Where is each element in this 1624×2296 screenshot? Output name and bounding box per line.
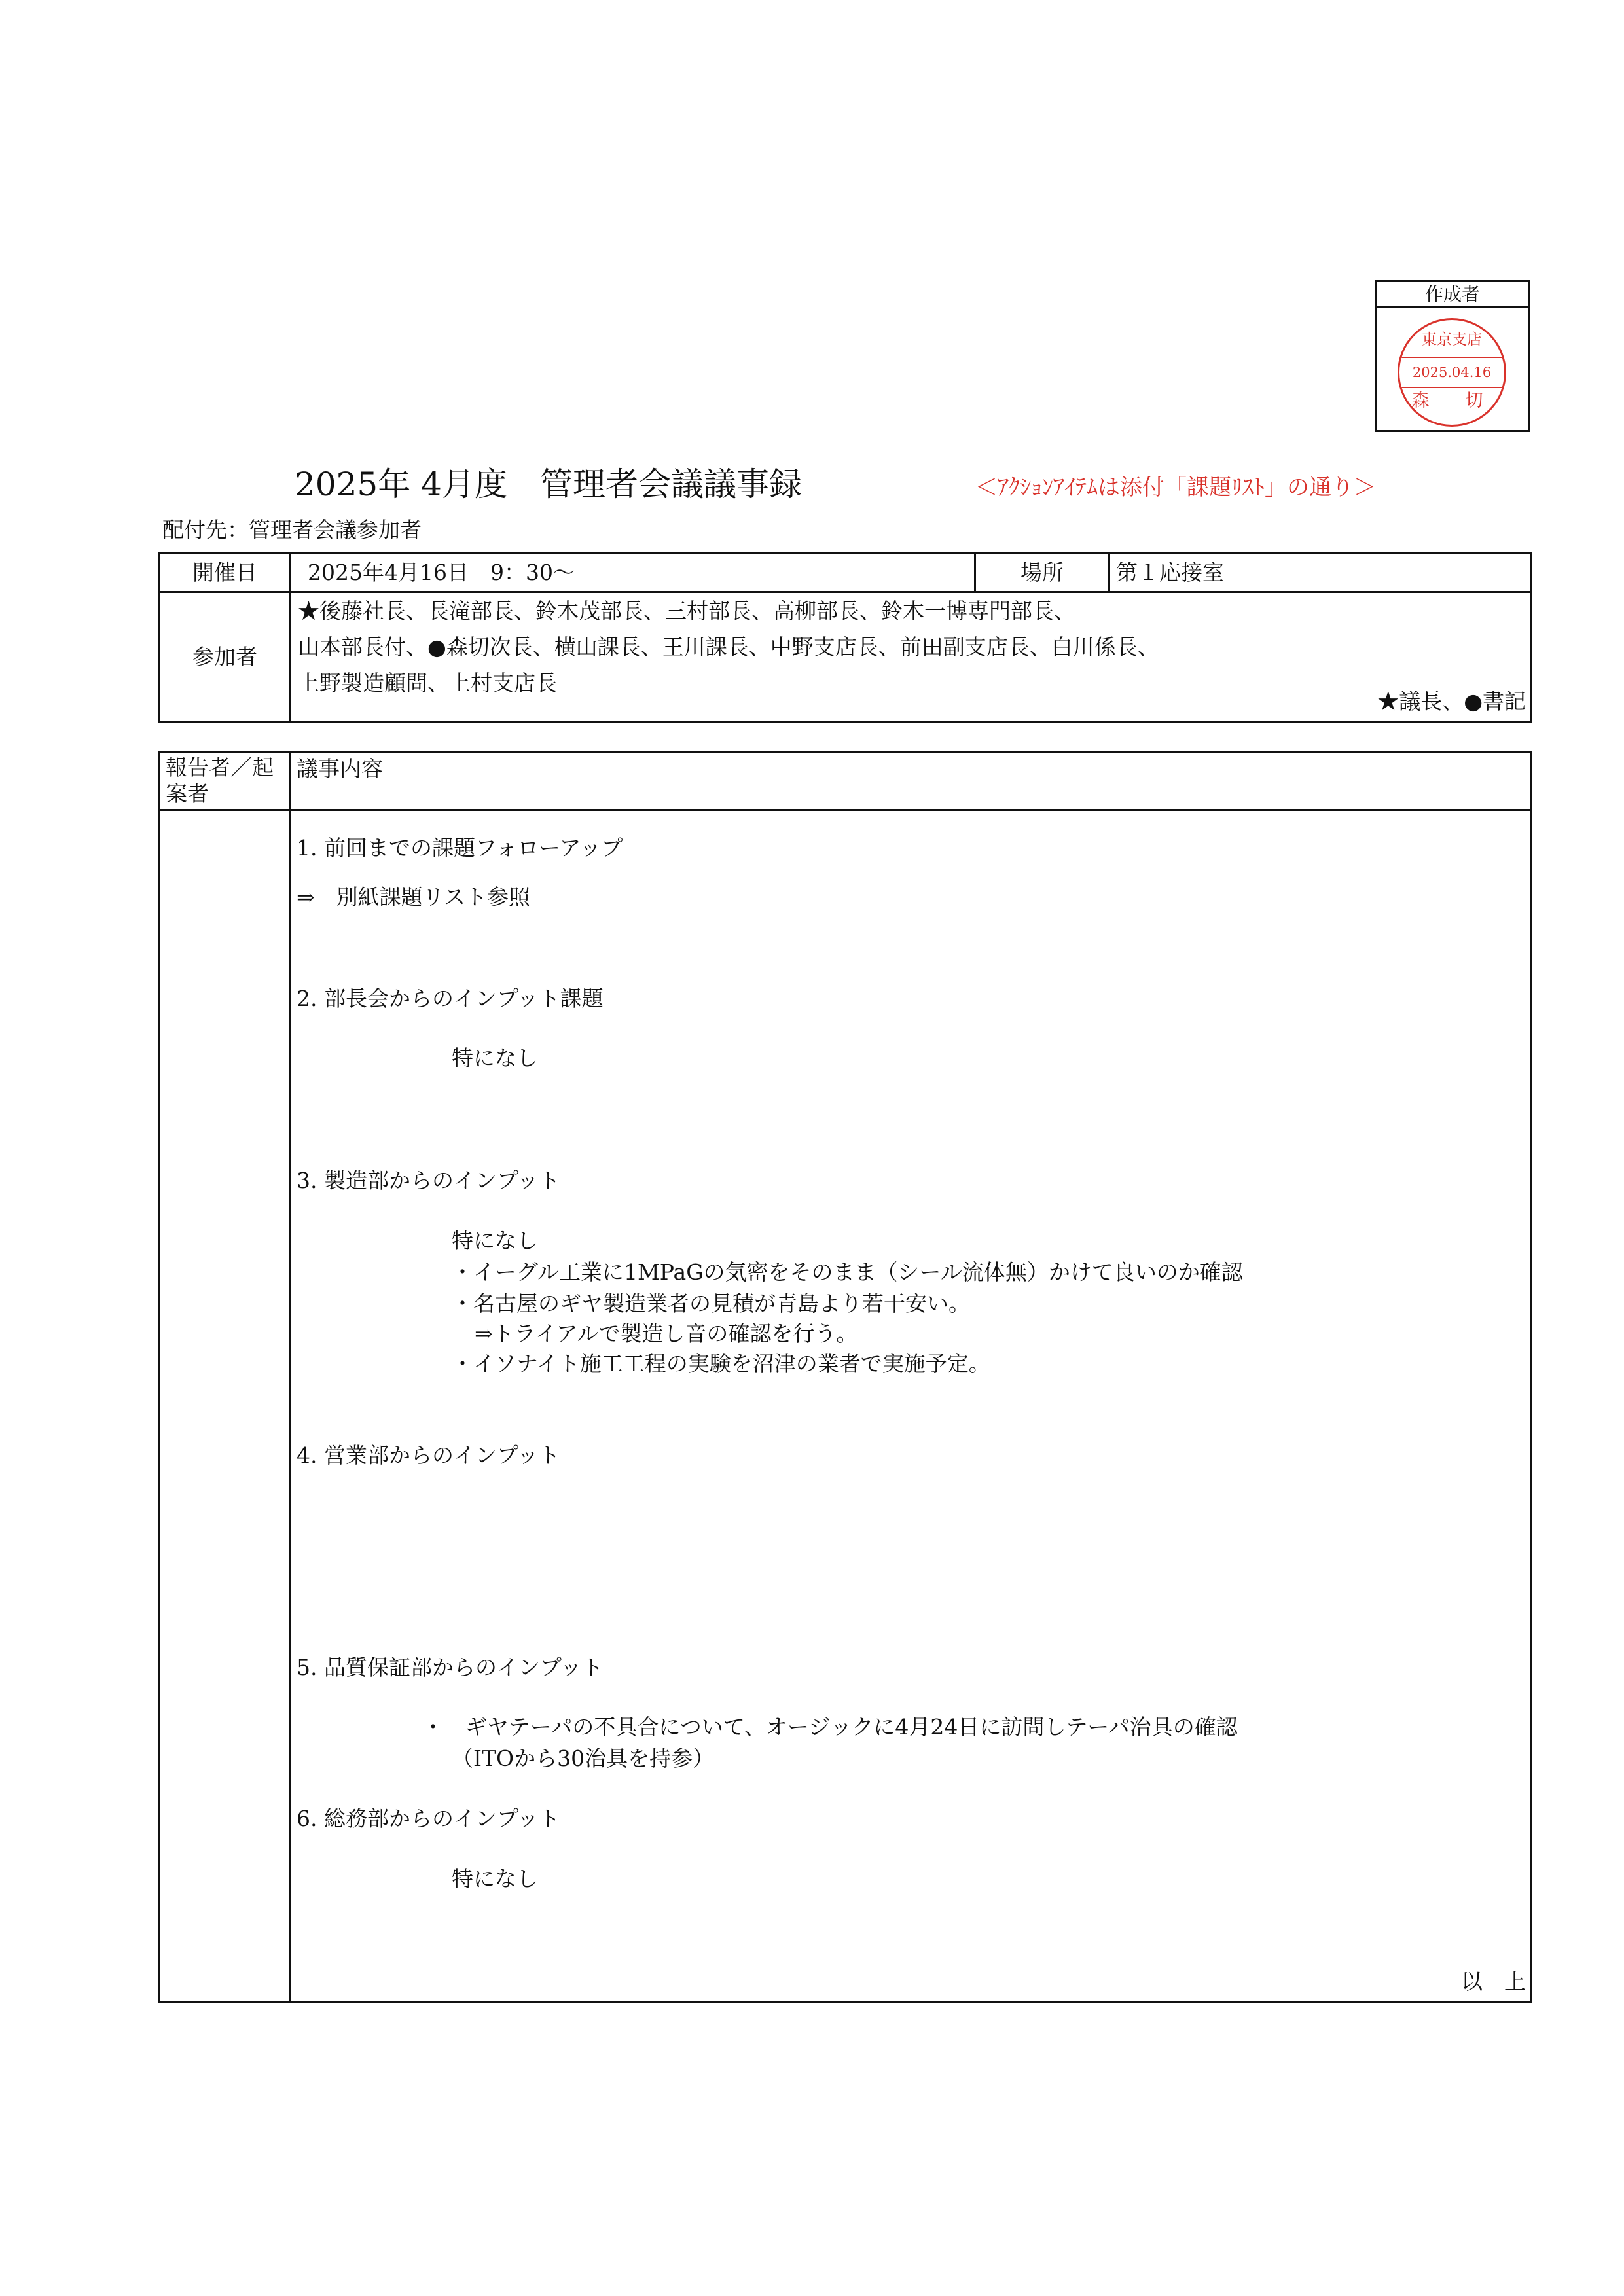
attendees-label: 参加者 bbox=[192, 644, 257, 670]
divider bbox=[1108, 554, 1110, 591]
section-heading: 1. 前回までの課題フォローアップ bbox=[297, 835, 623, 861]
section-item: ・ ギヤテーパの不具合について、オージックに4月24日に訪問しテーパ治具の確認 bbox=[422, 1714, 1238, 1740]
section-item: ⇒ 別紙課題リスト参照 bbox=[297, 884, 530, 910]
divider bbox=[289, 554, 291, 721]
meeting-info-table bbox=[158, 552, 1532, 723]
place-value: 第１応接室 bbox=[1116, 560, 1224, 585]
section-item: ・イソナイト施工工程の実験を沼津の業者で実施予定。 bbox=[452, 1351, 990, 1376]
approval-seal bbox=[1398, 318, 1506, 427]
distribution-line: 配付先：管理者会議参加者 bbox=[162, 517, 422, 543]
section-item: ・名古屋のギヤ製造業者の見積が青島より若干安い。 bbox=[452, 1291, 970, 1316]
author-label: 作成者 bbox=[1377, 282, 1528, 308]
seal-name: 森 切 bbox=[1411, 391, 1492, 411]
section-item: 特になし bbox=[452, 1866, 538, 1892]
divider bbox=[160, 809, 1530, 811]
date-label: 開催日 bbox=[192, 560, 257, 585]
section-item: 特になし bbox=[452, 1045, 538, 1071]
section-heading: 6. 総務部からのインプット bbox=[297, 1806, 560, 1831]
divider bbox=[289, 753, 291, 2001]
section-heading: 5. 品質保証部からのインプット bbox=[297, 1655, 604, 1680]
date-value: 2025年4月16日 9：30～ bbox=[308, 560, 575, 585]
role-legend: ★議長、●書記 bbox=[1377, 689, 1526, 714]
seal-date: 2025.04.16 bbox=[1399, 357, 1504, 388]
section-item: ・イーグル工業に1MPaGの気密をそのまま（シール流体無）かけて良いのか確認 bbox=[452, 1259, 1243, 1285]
minutes-table bbox=[158, 751, 1532, 2003]
author-stamp-box bbox=[1375, 280, 1530, 432]
attendees-line: ★後藤社長、長滝部長、鈴木茂部長、三村部長、高柳部長、鈴木一博専門部長、 bbox=[298, 598, 1075, 624]
reporter-header: 報告者／起案者 bbox=[166, 755, 274, 806]
section-heading: 4. 営業部からのインプット bbox=[297, 1443, 560, 1468]
document-title: 2025年 4月度 管理者会議議事録 bbox=[295, 465, 802, 503]
attendees-line: 山本部長付、●森切次長、横山課長、王川課長、中野支店長、前田副支店長、白川係長、 bbox=[298, 634, 1159, 660]
seal-branch: 東京支店 bbox=[1422, 331, 1482, 348]
action-item-note: ＜ｱｸｼｮﾝｱｲﾃﾑは添付「課題ﾘｽﾄ」の通り＞ bbox=[975, 475, 1376, 501]
attendees-line: 上野製造顧問、上村支店長 bbox=[298, 670, 557, 696]
section-heading: 2. 部長会からのインプット課題 bbox=[297, 986, 604, 1011]
content-header: 議事内容 bbox=[297, 756, 383, 781]
section-item: （ITOから30治具を持参） bbox=[452, 1746, 715, 1771]
place-label: 場所 bbox=[1020, 560, 1064, 585]
attendees-list bbox=[298, 593, 1159, 701]
section-heading: 3. 製造部からのインプット bbox=[297, 1168, 560, 1193]
section-item: ⇒トライアルで製造し音の確認を行う。 bbox=[475, 1321, 858, 1346]
section-item: 特になし bbox=[452, 1228, 538, 1253]
closing-mark: 以 上 bbox=[1461, 1969, 1526, 1994]
